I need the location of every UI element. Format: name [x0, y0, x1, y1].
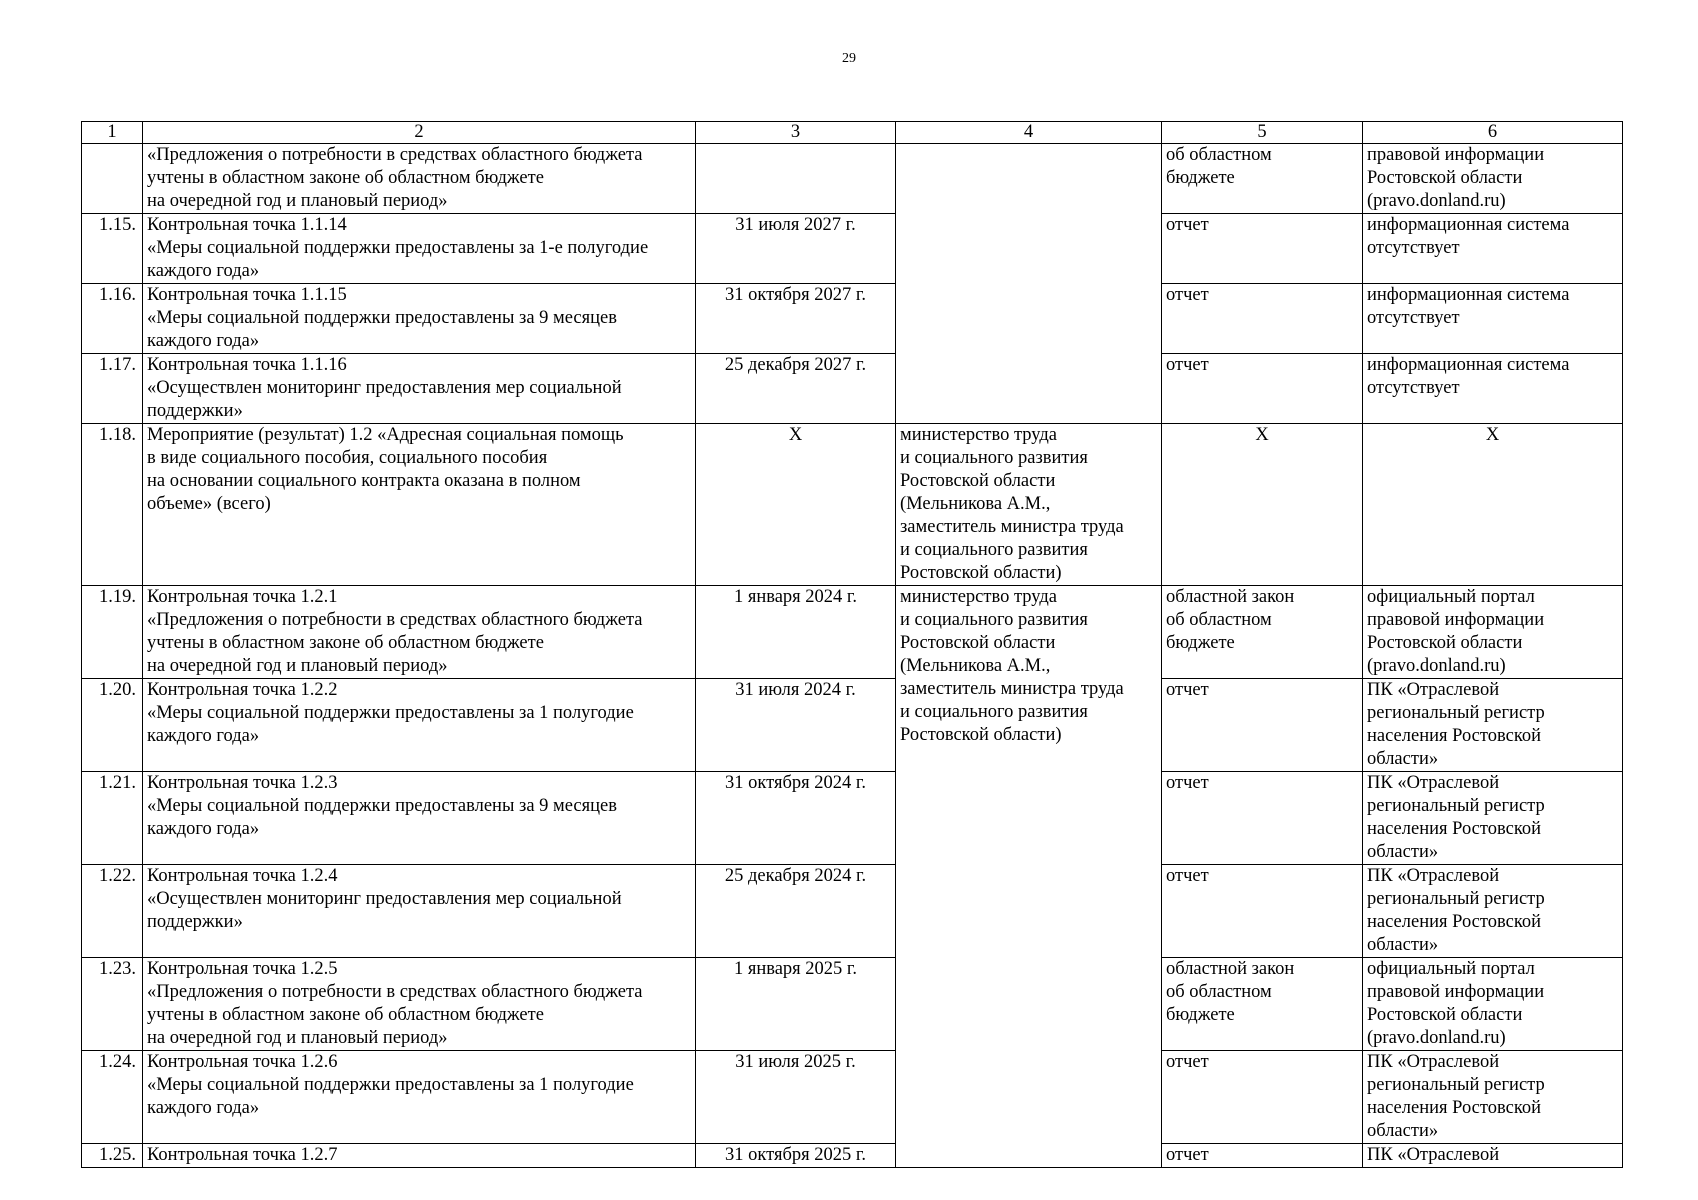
- row-number: 1.24.: [82, 1051, 143, 1144]
- column-header: 6: [1363, 122, 1623, 144]
- table-row: [82, 354, 1623, 424]
- row-number: [82, 144, 143, 214]
- table-row: [82, 424, 1623, 586]
- table-row: [82, 1051, 1623, 1144]
- row-info-system: ПК «Отраслевой региональный регистр населения Ростовской области»: [1363, 772, 1623, 865]
- row-description: Контрольная точка 1.2.7: [143, 1144, 696, 1168]
- row-info-system: ПК «Отраслевой: [1363, 1144, 1623, 1168]
- row-document: отчет: [1162, 284, 1363, 354]
- row-info-system: ПК «Отраслевой региональный регистр населения Ростовской области»: [1363, 679, 1623, 772]
- row-info-system: ПК «Отраслевой региональный регистр населения Ростовской области»: [1363, 865, 1623, 958]
- row-document: отчет: [1162, 772, 1363, 865]
- row-number: 1.17.: [82, 354, 143, 424]
- row-description: «Предложения о потребности в средствах областного бюджета учтены в областном законе об областном бюджете на очередной год и плановый период»: [143, 144, 696, 214]
- row-description: Контрольная точка 1.2.1 «Предложения о потребности в средствах областного бюджета учтены в областном законе об областном бюджете на очередной год и плановый период»: [143, 586, 696, 679]
- row-number: 1.20.: [82, 679, 143, 772]
- row-info-system: официальный портал правовой информации Ростовской области (pravo.donland.ru): [1363, 958, 1623, 1051]
- row-document: областной закон об областном бюджете: [1162, 586, 1363, 679]
- row-document: отчет: [1162, 1144, 1363, 1168]
- table-row: [82, 214, 1623, 284]
- row-number: 1.23.: [82, 958, 143, 1051]
- row-date: 31 июля 2024 г.: [696, 679, 896, 772]
- row-info-system: правовой информации Ростовской области (pravo.donland.ru): [1363, 144, 1623, 214]
- table-row: [82, 1144, 1623, 1168]
- row-responsible: министерство труда и социального развития Ростовской области (Мельникова А.М., заместитель министра труда и социального развития Ростовской области): [896, 424, 1162, 586]
- row-date: 31 октября 2025 г.: [696, 1144, 896, 1168]
- row-date: 25 декабря 2027 г.: [696, 354, 896, 424]
- column-header: 4: [896, 122, 1162, 144]
- row-number: 1.15.: [82, 214, 143, 284]
- row-description: Контрольная точка 1.1.15 «Меры социальной поддержки предоставлены за 9 месяцев каждого года»: [143, 284, 696, 354]
- row-description: Контрольная точка 1.1.14 «Меры социальной поддержки предоставлены за 1-е полугодие каждого года»: [143, 214, 696, 284]
- row-date: 25 декабря 2024 г.: [696, 865, 896, 958]
- row-number: 1.25.: [82, 1144, 143, 1168]
- row-description: Контрольная точка 1.2.3 «Меры социальной поддержки предоставлены за 9 месяцев каждого года»: [143, 772, 696, 865]
- row-date: [696, 144, 896, 214]
- row-date: 31 июля 2025 г.: [696, 1051, 896, 1144]
- row-date: X: [696, 424, 896, 586]
- row-description: Контрольная точка 1.1.16 «Осуществлен мониторинг предоставления мер социальной поддержки»: [143, 354, 696, 424]
- row-date: 1 января 2025 г.: [696, 958, 896, 1051]
- table-row: [82, 865, 1623, 958]
- row-document: об областном бюджете: [1162, 144, 1363, 214]
- row-number: 1.21.: [82, 772, 143, 865]
- row-info-system: ПК «Отраслевой региональный регистр населения Ростовской области»: [1363, 1051, 1623, 1144]
- table-row: [82, 586, 1623, 679]
- row-document: отчет: [1162, 679, 1363, 772]
- table-row: [82, 679, 1623, 772]
- row-description: Контрольная точка 1.2.5 «Предложения о потребности в средствах областного бюджета учтены в областном законе об областном бюджете на очередной год и плановый период»: [143, 958, 696, 1051]
- row-description: Мероприятие (результат) 1.2 «Адресная социальная помощь в виде социального пособия, социального пособия на основании социального контракта оказана в полном объеме» (всего): [143, 424, 696, 586]
- row-info-system: информационная система отсутствует: [1363, 214, 1623, 284]
- row-description: Контрольная точка 1.2.2 «Меры социальной поддержки предоставлены за 1 полугодие каждого года»: [143, 679, 696, 772]
- column-header: 3: [696, 122, 896, 144]
- row-number: 1.22.: [82, 865, 143, 958]
- table-row: [82, 144, 1623, 214]
- row-document: X: [1162, 424, 1363, 586]
- row-document: отчет: [1162, 214, 1363, 284]
- row-description: Контрольная точка 1.2.6 «Меры социальной поддержки предоставлены за 1 полугодие каждого года»: [143, 1051, 696, 1144]
- column-header: 5: [1162, 122, 1363, 144]
- table-header-row: [82, 122, 1623, 144]
- table-row: [82, 958, 1623, 1051]
- row-date: 31 октября 2027 г.: [696, 284, 896, 354]
- row-number: 1.18.: [82, 424, 143, 586]
- row-responsible: министерство труда и социального развития Ростовской области (Мельникова А.М., заместитель министра труда и социального развития Ростовской области): [896, 586, 1162, 1168]
- row-number: 1.16.: [82, 284, 143, 354]
- row-description: Контрольная точка 1.2.4 «Осуществлен мониторинг предоставления мер социальной поддержки»: [143, 865, 696, 958]
- column-header: 1: [82, 122, 143, 144]
- row-responsible-empty: [896, 144, 1162, 424]
- row-info-system: X: [1363, 424, 1623, 586]
- table-row: [82, 284, 1623, 354]
- control-points-table: [81, 121, 1623, 1168]
- row-info-system: информационная система отсутствует: [1363, 354, 1623, 424]
- row-number: 1.19.: [82, 586, 143, 679]
- row-document: областной закон об областном бюджете: [1162, 958, 1363, 1051]
- row-date: 1 января 2024 г.: [696, 586, 896, 679]
- row-info-system: официальный портал правовой информации Ростовской области (pravo.donland.ru): [1363, 586, 1623, 679]
- row-document: отчет: [1162, 354, 1363, 424]
- row-document: отчет: [1162, 1051, 1363, 1144]
- row-date: 31 октября 2024 г.: [696, 772, 896, 865]
- table-row: [82, 772, 1623, 865]
- row-document: отчет: [1162, 865, 1363, 958]
- column-header: 2: [143, 122, 696, 144]
- row-date: 31 июля 2027 г.: [696, 214, 896, 284]
- row-info-system: информационная система отсутствует: [1363, 284, 1623, 354]
- page-number: 29: [842, 51, 856, 66]
